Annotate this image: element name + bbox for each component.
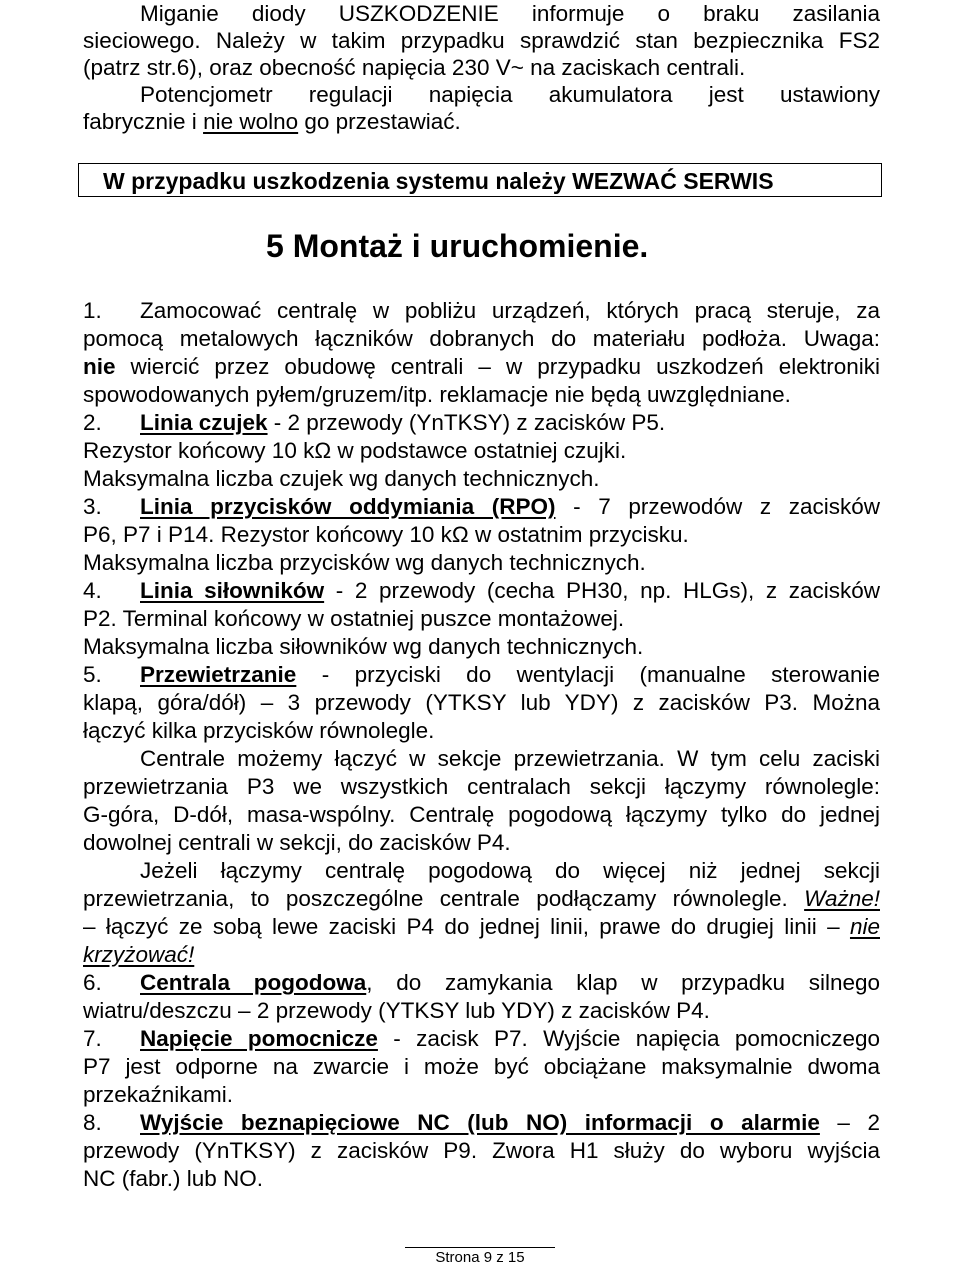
- item-title: Przewietrzanie: [140, 662, 297, 687]
- list-item-line: przewody (YnTKSY) z zacisków P9. Zwora H1 służy do wyboru wyjścia: [83, 1138, 880, 1163]
- text: - 2 przewody (YnTKSY) z zacisków P5.: [267, 410, 666, 435]
- list-item-line: [83, 1025, 880, 1053]
- item-title: Napięcie pomocnicze: [140, 1026, 378, 1051]
- section-heading: 5 Montaż i uruchomienie.: [266, 228, 649, 264]
- item-title: Linia przycisków oddymiania (RPO): [140, 494, 556, 519]
- item-title: Linia siłowników: [140, 578, 325, 603]
- text: - przyciski do wentylacji (manualne sterowanie: [296, 662, 880, 687]
- item-number: 4.: [83, 578, 102, 603]
- list-item-line: przewietrzania P3 we wszystkich centralach sekcji łączymy równolegle:: [83, 774, 880, 799]
- text: Zamocować centralę w pobliżu urządzeń, których pracą steruje, za: [140, 298, 880, 323]
- item-number: 7.: [83, 1026, 102, 1051]
- paragraph-line: Miganie diody USZKODZENIE informuje o braku zasilania: [140, 1, 880, 26]
- list-item-line: Jeżeli łączymy centralę pogodową do więcej niż jednej sekcji: [140, 858, 880, 883]
- list-item-line: P7 jest odporne na zwarcie i może być obciążane maksymalnie dwoma: [83, 1054, 880, 1079]
- item-number: 5.: [83, 662, 102, 687]
- page-number: Strona 9 z 15: [435, 1249, 525, 1266]
- list-item-line: [83, 913, 880, 941]
- list-item-line: [83, 493, 880, 521]
- list-item-line: [83, 353, 880, 381]
- warning-text: W przypadku uszkodzenia systemu należy WEZWAĆ SERWIS: [103, 168, 774, 194]
- paragraph-line: sieciowego. Należy w takim przypadku sprawdzić stan bezpiecznika FS2: [83, 28, 880, 53]
- emphasis-text: Ważne!: [804, 886, 880, 911]
- list-item-line: P2. Terminal końcowy w ostatniej puszce montażowej.: [83, 606, 625, 631]
- list-item-line: [83, 941, 880, 969]
- paragraph-line: [83, 108, 880, 136]
- list-item-line: dowolnej centrali w sekcji, do zacisków P4.: [83, 830, 511, 855]
- bold-text: nie: [83, 354, 116, 379]
- list-item-line: [83, 661, 880, 689]
- text: - 7 przewodów z zacisków: [555, 494, 880, 519]
- text: – łączyć ze sobą lewe zaciski P4 do jednej linii, prawe do drugiej linii –: [83, 914, 850, 939]
- list-item-line: Maksymalna liczba czujek wg danych technicznych.: [83, 466, 600, 491]
- item-number: 3.: [83, 494, 102, 519]
- text: przewietrzania, to poszczególne centrale podłączamy równolegle.: [83, 886, 805, 911]
- list-item-line: klapą, góra/dół) – 3 przewody (YTKSY lub YDY) z zacisków P3. Można: [83, 690, 880, 715]
- list-item-line: [83, 297, 880, 325]
- list-item-line: Rezystor końcowy 10 kΩ w podstawce ostatniej czujki.: [83, 438, 627, 463]
- list-item-line: [83, 577, 880, 605]
- item-title: Wyjście beznapięciowe NC (lub NO) informacji o alarmie: [140, 1110, 820, 1135]
- list-item-line: [83, 409, 880, 437]
- list-item-line: pomocą metalowych łączników dobranych do materiału podłoża. Uwaga:: [83, 326, 880, 351]
- list-item-line: [83, 885, 880, 913]
- text: fabrycznie i: [83, 109, 204, 134]
- item-number: 1.: [83, 298, 102, 323]
- item-title: Linia czujek: [140, 410, 268, 435]
- list-item-line: Centrale możemy łączyć w sekcje przewietrzania. W tym celu zaciski: [140, 746, 880, 771]
- warning-box: [78, 163, 882, 197]
- text: - zacisk P7. Wyjście napięcia pomocniczego: [377, 1026, 880, 1051]
- item-number: 2.: [83, 410, 102, 435]
- list-item-line: przekaźnikami.: [83, 1082, 234, 1107]
- item-number: 8.: [83, 1110, 102, 1135]
- emphasis-text: krzyżować!: [83, 942, 195, 967]
- text: , do zamykania klap w przypadku silnego: [366, 970, 880, 995]
- paragraph-line: Potencjometr regulacji napięcia akumulatora jest ustawiony: [140, 82, 880, 107]
- list-item-line: G-góra, D-dół, masa-wspólny. Centralę pogodową łączymy tylko do jednej: [83, 802, 880, 827]
- emphasis-text: nie: [849, 914, 880, 939]
- list-item-line: łączyć kilka przycisków równolegle.: [83, 718, 435, 743]
- text: - 2 przewody (cecha PH30, np. HLGs), z zacisków: [324, 578, 880, 603]
- list-item-line: Maksymalna liczba przycisków wg danych technicznych.: [83, 550, 646, 575]
- list-item-line: spowodowanych pyłem/gruzem/itp. reklamacje nie będą uwzględniane.: [83, 382, 791, 407]
- list-item-line: [83, 1109, 880, 1137]
- text: wiercić przez obudowę centrali – w przypadku uszkodzeń elektroniki: [115, 354, 880, 379]
- underlined-text: nie wolno: [203, 109, 299, 134]
- list-item-line: P6, P7 i P14. Rezystor końcowy 10 kΩ w ostatnim przycisku.: [83, 522, 689, 547]
- text: – 2: [819, 1110, 880, 1135]
- list-item-line: NC (fabr.) lub NO.: [83, 1166, 264, 1191]
- item-title: Centrala pogodowa: [140, 970, 367, 995]
- paragraph-line: (patrz str.6), oraz obecność napięcia 230 V~ na zaciskach centrali.: [83, 55, 746, 80]
- text: go przestawiać.: [298, 109, 461, 134]
- footer-divider: [405, 1247, 555, 1248]
- list-item-line: wiatru/deszczu – 2 przewody (YTKSY lub YDY) z zacisków P4.: [83, 998, 710, 1023]
- list-item-line: [83, 969, 880, 997]
- list-item-line: Maksymalna liczba siłowników wg danych technicznych.: [83, 634, 644, 659]
- item-number: 6.: [83, 970, 102, 995]
